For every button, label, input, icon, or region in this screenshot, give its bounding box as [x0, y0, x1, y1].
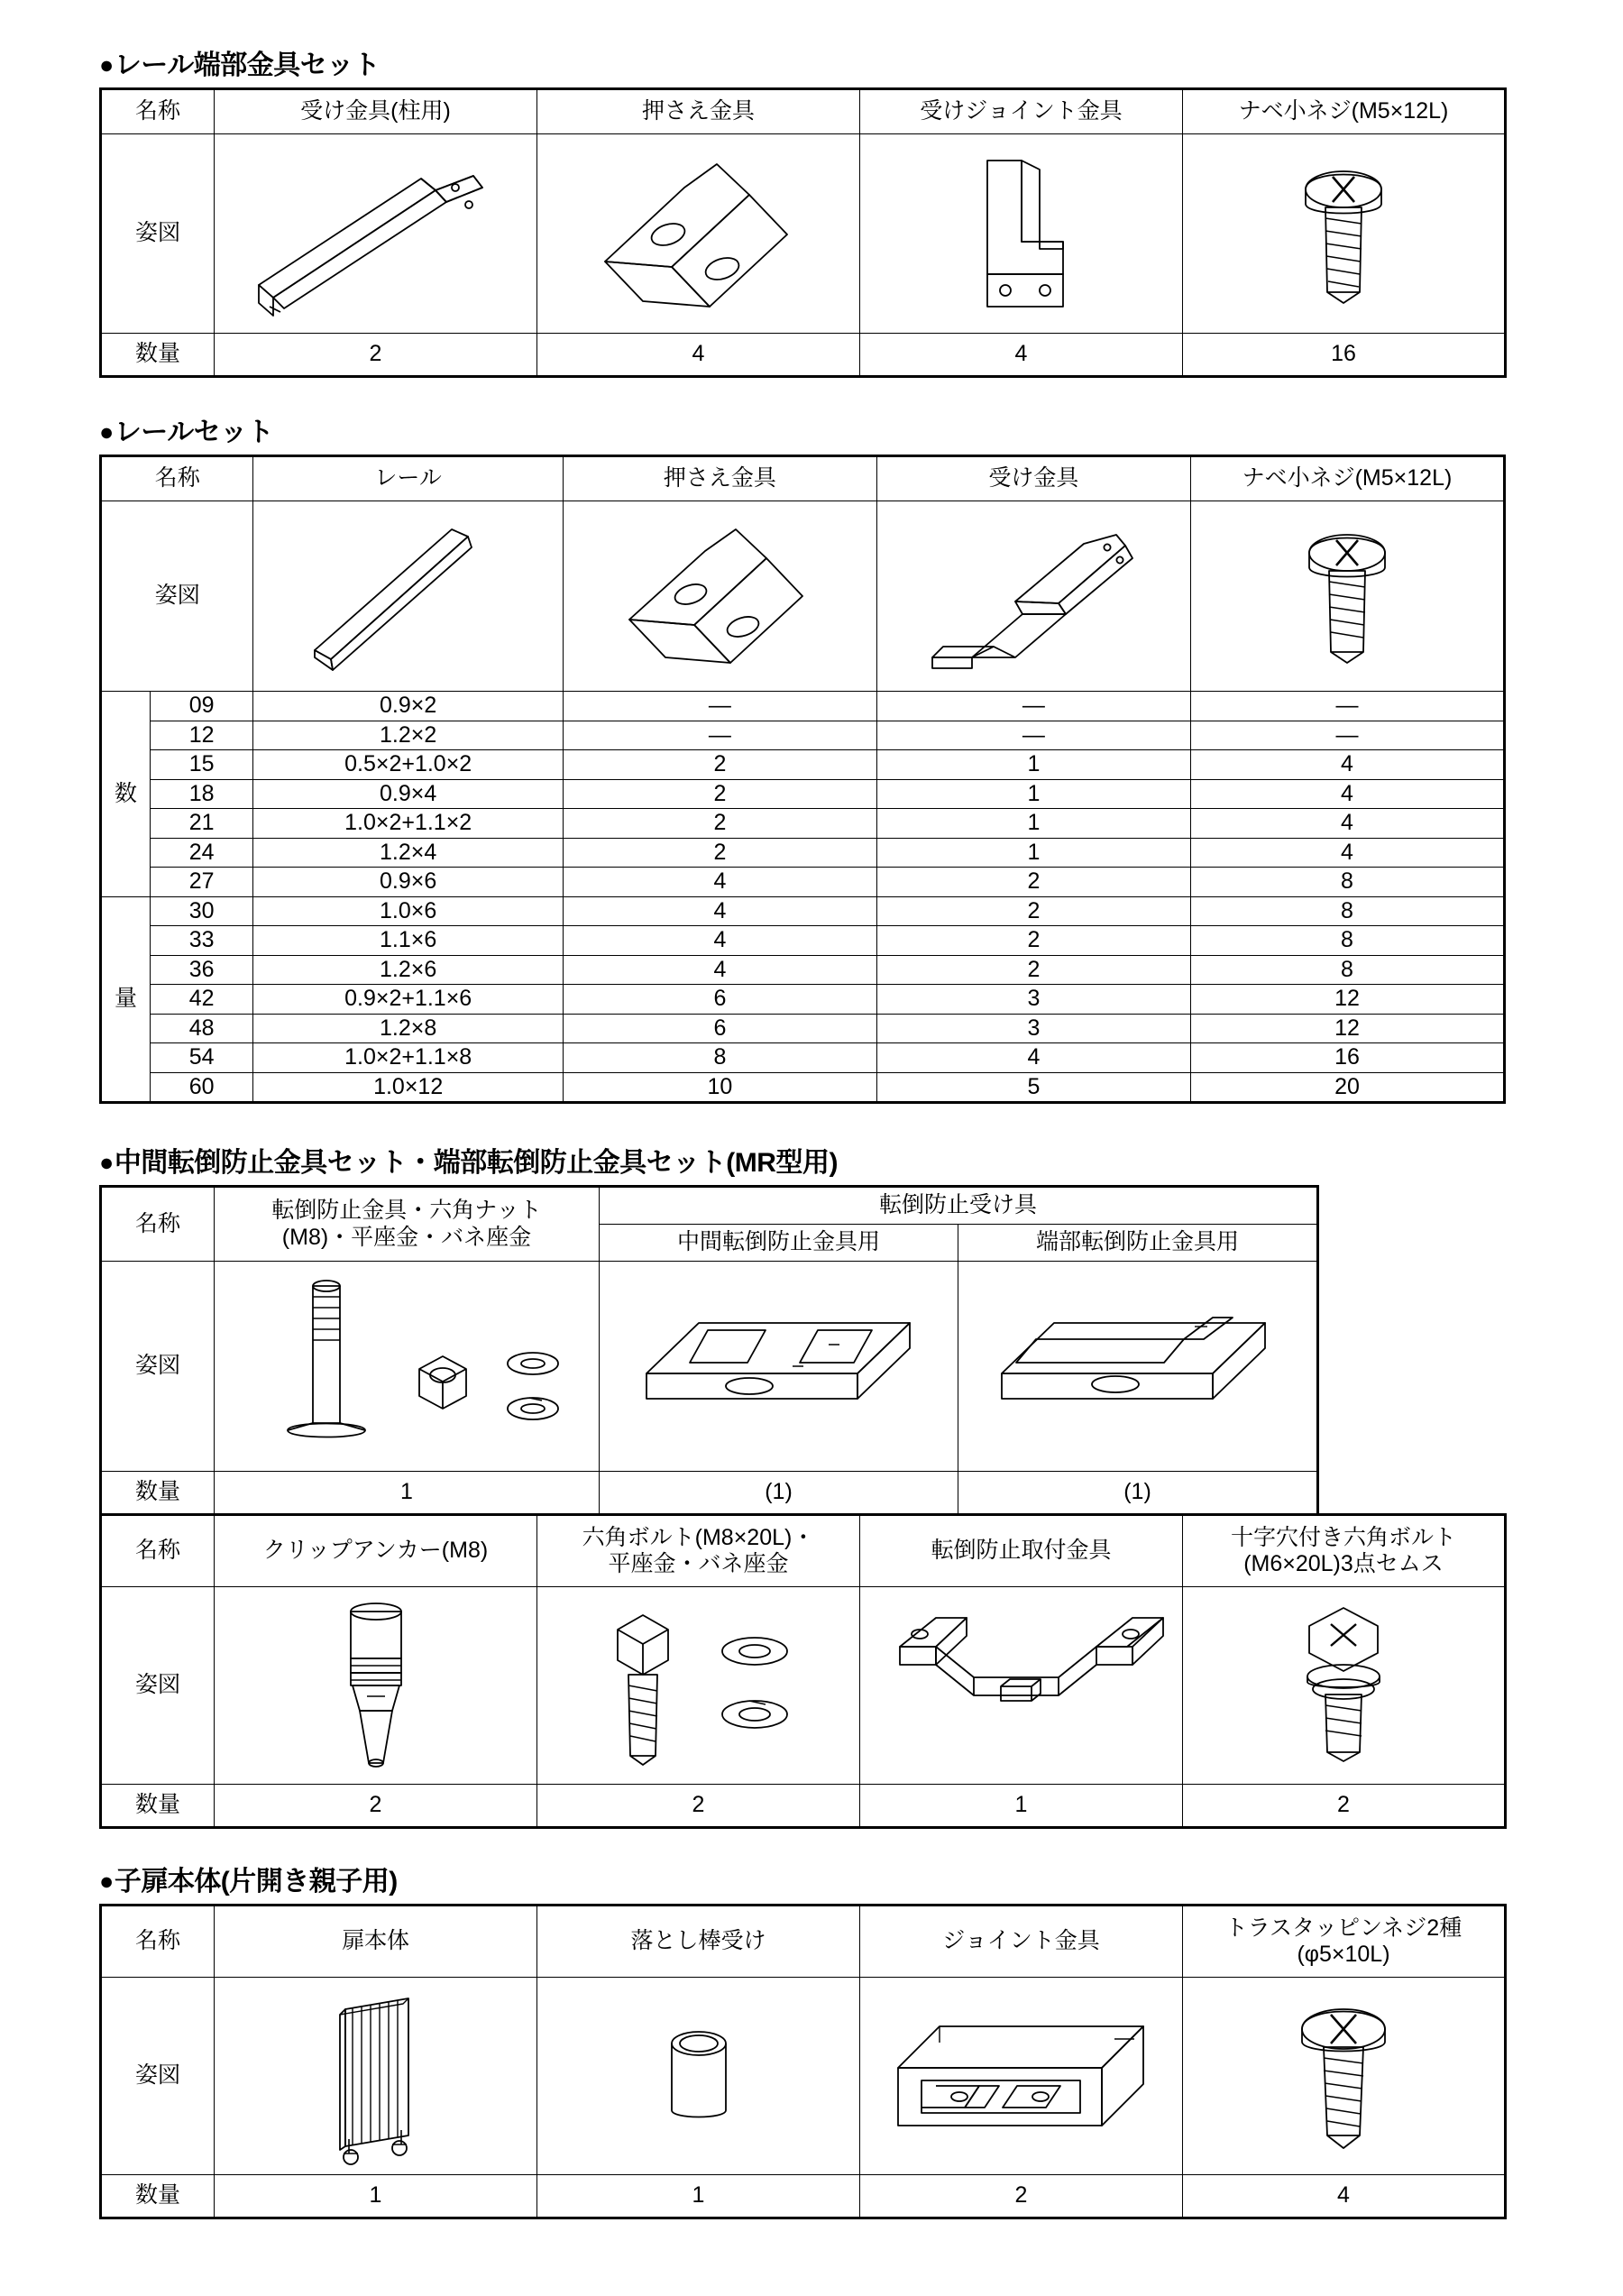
cell-screw: 4 — [1190, 779, 1504, 809]
joint-l-bracket-icon — [987, 161, 1063, 307]
cell-screw: 12 — [1190, 1014, 1504, 1043]
cell-rail: 0.9×2+1.1×6 — [253, 985, 563, 1015]
column-header-4 — [1183, 1515, 1506, 1587]
cell-hold: 4 — [563, 896, 876, 926]
table-rail-end-bracket-set — [99, 87, 1507, 378]
row-label-qty: 数量 — [101, 1472, 215, 1515]
figure-hex-bolt-washers — [537, 1587, 860, 1785]
table-row — [101, 779, 1505, 809]
cell-hold: 6 — [563, 1014, 876, 1043]
column-header-2: 中間転倒防止金具用 — [600, 1225, 958, 1262]
cell-recv: 2 — [876, 955, 1190, 985]
joint-box-bracket-icon — [898, 2026, 1143, 2126]
truss-tapping-screw-icon — [1302, 2009, 1385, 2148]
cell-screw: 8 — [1190, 955, 1504, 985]
table-row — [101, 692, 1505, 721]
figure-pan-head-screw — [1190, 501, 1504, 692]
table-row-quantity — [101, 334, 1506, 377]
row-code: 27 — [150, 868, 253, 897]
table-row-header — [101, 89, 1506, 134]
figure-joint-l-bracket — [860, 134, 1183, 334]
hex-bolt-washers-icon — [618, 1615, 787, 1765]
section-rail-end-bracket-set — [99, 52, 1506, 378]
column-header-4: ナベ小ネジ(M5×12L) — [1190, 456, 1504, 501]
column-header-1-line1: 扉本体 — [341, 1928, 409, 1954]
column-header-2-line1: 六角ボルト(M8×20L)・ — [582, 1524, 815, 1550]
table-row-quantity — [101, 2175, 1506, 2218]
cell-hold: — — [563, 721, 876, 750]
column-header-2 — [537, 1906, 860, 1978]
column-header-1-line1: 転倒防止金具・六角ナット — [271, 1198, 542, 1223]
angle-bracket-post-icon — [259, 171, 493, 316]
qty-cell-1: 1 — [215, 2175, 537, 2218]
qty-cell-2: 1 — [537, 2175, 860, 2218]
cell-rail: 1.0×12 — [253, 1072, 563, 1103]
bolt-nut-washers-icon — [288, 1281, 558, 1437]
cell-hold: 4 — [563, 955, 876, 985]
bullet-icon: ● — [99, 418, 114, 445]
table-row-figures — [101, 134, 1506, 334]
row-code: 12 — [150, 721, 253, 750]
figure-sems-hex-bolt — [1183, 1587, 1506, 1785]
cell-rail: 1.0×6 — [253, 896, 563, 926]
cell-hold: 4 — [563, 868, 876, 897]
cell-recv: 1 — [876, 750, 1190, 780]
qty-cell-4: 4 — [1183, 2175, 1506, 2218]
column-header-1 — [215, 1515, 537, 1587]
column-header-3 — [860, 1515, 1183, 1587]
column-header-4: ナベ小ネジ(M5×12L) — [1183, 89, 1506, 134]
figure-joint-box-bracket — [860, 1978, 1183, 2175]
bullet-icon: ● — [99, 51, 114, 78]
figure-bolt-nut-washers — [215, 1262, 600, 1472]
row-label-qty-2: 量 — [101, 896, 151, 1103]
table-row — [101, 750, 1505, 780]
column-header-4-line1: トラスタッピンネジ2種 — [1224, 1915, 1463, 1941]
figure-angle-bracket-post — [215, 134, 537, 334]
drop-rod-socket-icon — [672, 2032, 726, 2117]
row-code: 15 — [150, 750, 253, 780]
cell-hold: — — [563, 692, 876, 721]
row-label-name: 名称 — [101, 1906, 215, 1978]
column-header-1-line1: クリップアンカー(M8) — [262, 1538, 489, 1564]
mount-bracket-icon — [900, 1618, 1163, 1701]
cell-recv: — — [876, 692, 1190, 721]
column-group-header: 転倒防止受け具 — [600, 1187, 1318, 1225]
row-label-name: 名称 — [101, 456, 253, 501]
table-tip-prevention-upper — [99, 1185, 1319, 1516]
column-header-4-line1: 十字穴付き六角ボルト — [1230, 1524, 1456, 1550]
table-row-quantity — [101, 1785, 1506, 1828]
qty-cell-3: 2 — [860, 2175, 1183, 2218]
table-row-header — [101, 1187, 1318, 1225]
cell-rail: 0.9×6 — [253, 868, 563, 897]
cell-screw: 20 — [1190, 1072, 1504, 1103]
qty-cell-3: (1) — [958, 1472, 1318, 1515]
qty-cell-3: 1 — [860, 1785, 1183, 1828]
row-label-qty: 数量 — [101, 1785, 215, 1828]
figure-door-panel — [215, 1978, 537, 2175]
cell-screw: 4 — [1190, 809, 1504, 839]
row-code: 24 — [150, 838, 253, 868]
cell-hold: 2 — [563, 838, 876, 868]
cell-hold: 2 — [563, 750, 876, 780]
table-row — [101, 721, 1505, 750]
cell-recv: 1 — [876, 809, 1190, 839]
table-row-header — [101, 456, 1505, 501]
column-header-2-line1: 落とし棒受け — [630, 1928, 766, 1954]
table-row-header — [101, 1906, 1506, 1978]
row-label-figure: 姿図 — [101, 1978, 215, 2175]
rail-angle-icon — [315, 529, 486, 670]
clip-anchor-icon — [351, 1603, 401, 1767]
figure-hold-down-plate — [537, 134, 860, 334]
cell-rail: 1.0×2+1.1×2 — [253, 809, 563, 839]
section-title-rail-set: ●レールセット — [99, 418, 274, 447]
row-code: 36 — [150, 955, 253, 985]
qty-cell-3: 4 — [860, 334, 1183, 377]
row-label-name: 名称 — [101, 1187, 215, 1262]
figure-mount-bracket — [860, 1587, 1183, 1785]
hold-down-plate-icon — [605, 164, 787, 307]
column-header-1 — [215, 1187, 600, 1262]
qty-cell-2: 2 — [537, 1785, 860, 1828]
hold-down-plate-icon — [629, 529, 802, 663]
cell-recv: 3 — [876, 985, 1190, 1015]
row-code: 33 — [150, 926, 253, 956]
column-header-2-line2: 平座金・バネ座金 — [608, 1551, 789, 1576]
column-header-1 — [215, 1906, 537, 1978]
cell-recv: 1 — [876, 779, 1190, 809]
cell-rail: 1.2×4 — [253, 838, 563, 868]
cell-recv: 2 — [876, 926, 1190, 956]
column-header-3: 受けジョイント金具 — [860, 89, 1183, 134]
qty-cell-1: 1 — [215, 1472, 600, 1515]
table-row-figures — [101, 1262, 1318, 1472]
cell-screw: 8 — [1190, 868, 1504, 897]
cell-recv: 2 — [876, 896, 1190, 926]
section-tip-prevention-set — [99, 1150, 1506, 1829]
bullet-icon: ● — [99, 1868, 114, 1895]
cell-hold: 6 — [563, 985, 876, 1015]
row-code: 54 — [150, 1043, 253, 1073]
cell-hold: 2 — [563, 779, 876, 809]
cell-hold: 10 — [563, 1072, 876, 1103]
cell-recv: 3 — [876, 1014, 1190, 1043]
table-row — [101, 926, 1505, 956]
row-label-name: 名称 — [101, 89, 215, 134]
qty-cell-4: 2 — [1183, 1785, 1506, 1828]
table-row-figures — [101, 1587, 1506, 1785]
cell-recv: 4 — [876, 1043, 1190, 1073]
qty-cell-2: 4 — [537, 334, 860, 377]
qty-cell-2: (1) — [600, 1472, 958, 1515]
cell-rail: 0.9×2 — [253, 692, 563, 721]
column-header-2: 押さえ金具 — [537, 89, 860, 134]
row-code: 60 — [150, 1072, 253, 1103]
figure-rail-angle — [253, 501, 563, 692]
table-row — [101, 868, 1505, 897]
column-header-3 — [860, 1906, 1183, 1978]
figure-truss-tapping-screw — [1183, 1978, 1506, 2175]
row-code: 21 — [150, 809, 253, 839]
pan-head-screw-icon — [1309, 535, 1385, 663]
cell-rail: 0.9×4 — [253, 779, 563, 809]
table-row-quantity — [101, 1472, 1318, 1515]
figure-clip-anchor — [215, 1587, 537, 1785]
section-title-child-door-body: ●子扉本体(片開き親子用) — [99, 1867, 398, 1896]
cell-screw: 16 — [1190, 1043, 1504, 1073]
table-row — [101, 1043, 1505, 1073]
cell-screw: — — [1190, 692, 1504, 721]
row-label-figure: 姿図 — [101, 501, 253, 692]
cell-recv: 2 — [876, 868, 1190, 897]
cell-rail: 1.2×6 — [253, 955, 563, 985]
cell-screw: 8 — [1190, 926, 1504, 956]
figure-receiver-plate-end — [958, 1262, 1318, 1472]
column-header-4-line2: (M6×20L)3点セムス — [1243, 1551, 1444, 1576]
cell-hold: 8 — [563, 1043, 876, 1073]
qty-cell-1: 2 — [215, 334, 537, 377]
table-child-door-body — [99, 1904, 1507, 2219]
cell-recv: — — [876, 721, 1190, 750]
row-label-figure: 姿図 — [101, 1262, 215, 1472]
cell-screw: 8 — [1190, 896, 1504, 926]
receiver-plate-end-icon — [1002, 1318, 1265, 1399]
qty-cell-4: 16 — [1183, 334, 1506, 377]
cell-rail: 0.5×2+1.0×2 — [253, 750, 563, 780]
column-header-1: 受け金具(柱用) — [215, 89, 537, 134]
section-title-rail-end-bracket-set: ●レール端部金具セット — [99, 51, 381, 80]
figure-pan-head-screw — [1183, 134, 1506, 334]
table-row-figures — [101, 501, 1505, 692]
table-row — [101, 955, 1505, 985]
column-header-2 — [537, 1515, 860, 1587]
table-rail-set — [99, 455, 1506, 1104]
row-label-figure: 姿図 — [101, 134, 215, 334]
figure-receiver-bracket — [876, 501, 1190, 692]
cell-screw: — — [1190, 721, 1504, 750]
table-tip-prevention-lower — [99, 1513, 1507, 1829]
row-label-figure: 姿図 — [101, 1587, 215, 1785]
column-header-1: レール — [253, 456, 563, 501]
column-header-3-line1: 転倒防止取付金具 — [931, 1538, 1112, 1564]
cell-rail: 1.0×2+1.1×8 — [253, 1043, 563, 1073]
cell-hold: 4 — [563, 926, 876, 956]
row-label-qty: 数量 — [101, 334, 215, 377]
sems-hex-bolt-icon — [1307, 1608, 1380, 1761]
table-row — [101, 985, 1505, 1015]
cell-recv: 5 — [876, 1072, 1190, 1103]
column-header-3: 受け金具 — [876, 456, 1190, 501]
section-child-door-body — [99, 1869, 1506, 2219]
row-code: 42 — [150, 985, 253, 1015]
cell-rail: 1.2×2 — [253, 721, 563, 750]
table-row — [101, 896, 1505, 926]
row-label-name: 名称 — [101, 1515, 215, 1587]
receiver-bracket-icon — [932, 535, 1132, 668]
receiver-plate-middle-icon — [646, 1323, 910, 1399]
table-row-figures — [101, 1978, 1506, 2175]
table-row — [101, 809, 1505, 839]
column-header-1-line2: (M8)・平座金・バネ座金 — [281, 1224, 532, 1250]
column-header-3: 端部転倒防止金具用 — [958, 1225, 1318, 1262]
section-rail-set — [99, 419, 1506, 1104]
table-row — [101, 838, 1505, 868]
column-header-3-line1: ジョイント金具 — [942, 1928, 1100, 1954]
cell-screw: 4 — [1190, 750, 1504, 780]
column-header-4-line2: (φ5×10L) — [1297, 1942, 1390, 1967]
cell-screw: 4 — [1190, 838, 1504, 868]
row-code: 48 — [150, 1014, 253, 1043]
table-row — [101, 1072, 1505, 1103]
section-title-tip-prevention-set: ●中間転倒防止金具セット・端部転倒防止金具セット(MR型用) — [99, 1148, 838, 1178]
row-label-qty-1: 数 — [101, 692, 151, 897]
cell-rail: 1.1×6 — [253, 926, 563, 956]
row-code: 30 — [150, 896, 253, 926]
row-label-qty: 数量 — [101, 2175, 215, 2218]
cell-hold: 2 — [563, 809, 876, 839]
table-row — [101, 1014, 1505, 1043]
cell-recv: 1 — [876, 838, 1190, 868]
row-code: 09 — [150, 692, 253, 721]
row-code: 18 — [150, 779, 253, 809]
table-row-header — [101, 1515, 1506, 1587]
figure-receiver-plate-middle — [600, 1262, 958, 1472]
door-panel-icon — [340, 1998, 408, 2164]
cell-screw: 12 — [1190, 985, 1504, 1015]
bullet-icon: ● — [99, 1149, 114, 1176]
column-header-4 — [1183, 1906, 1506, 1978]
column-header-2: 押さえ金具 — [563, 456, 876, 501]
cell-rail: 1.2×8 — [253, 1014, 563, 1043]
pan-head-screw-icon — [1306, 171, 1381, 303]
figure-drop-rod-socket — [537, 1978, 860, 2175]
qty-cell-1: 2 — [215, 1785, 537, 1828]
figure-hold-down-plate — [563, 501, 876, 692]
